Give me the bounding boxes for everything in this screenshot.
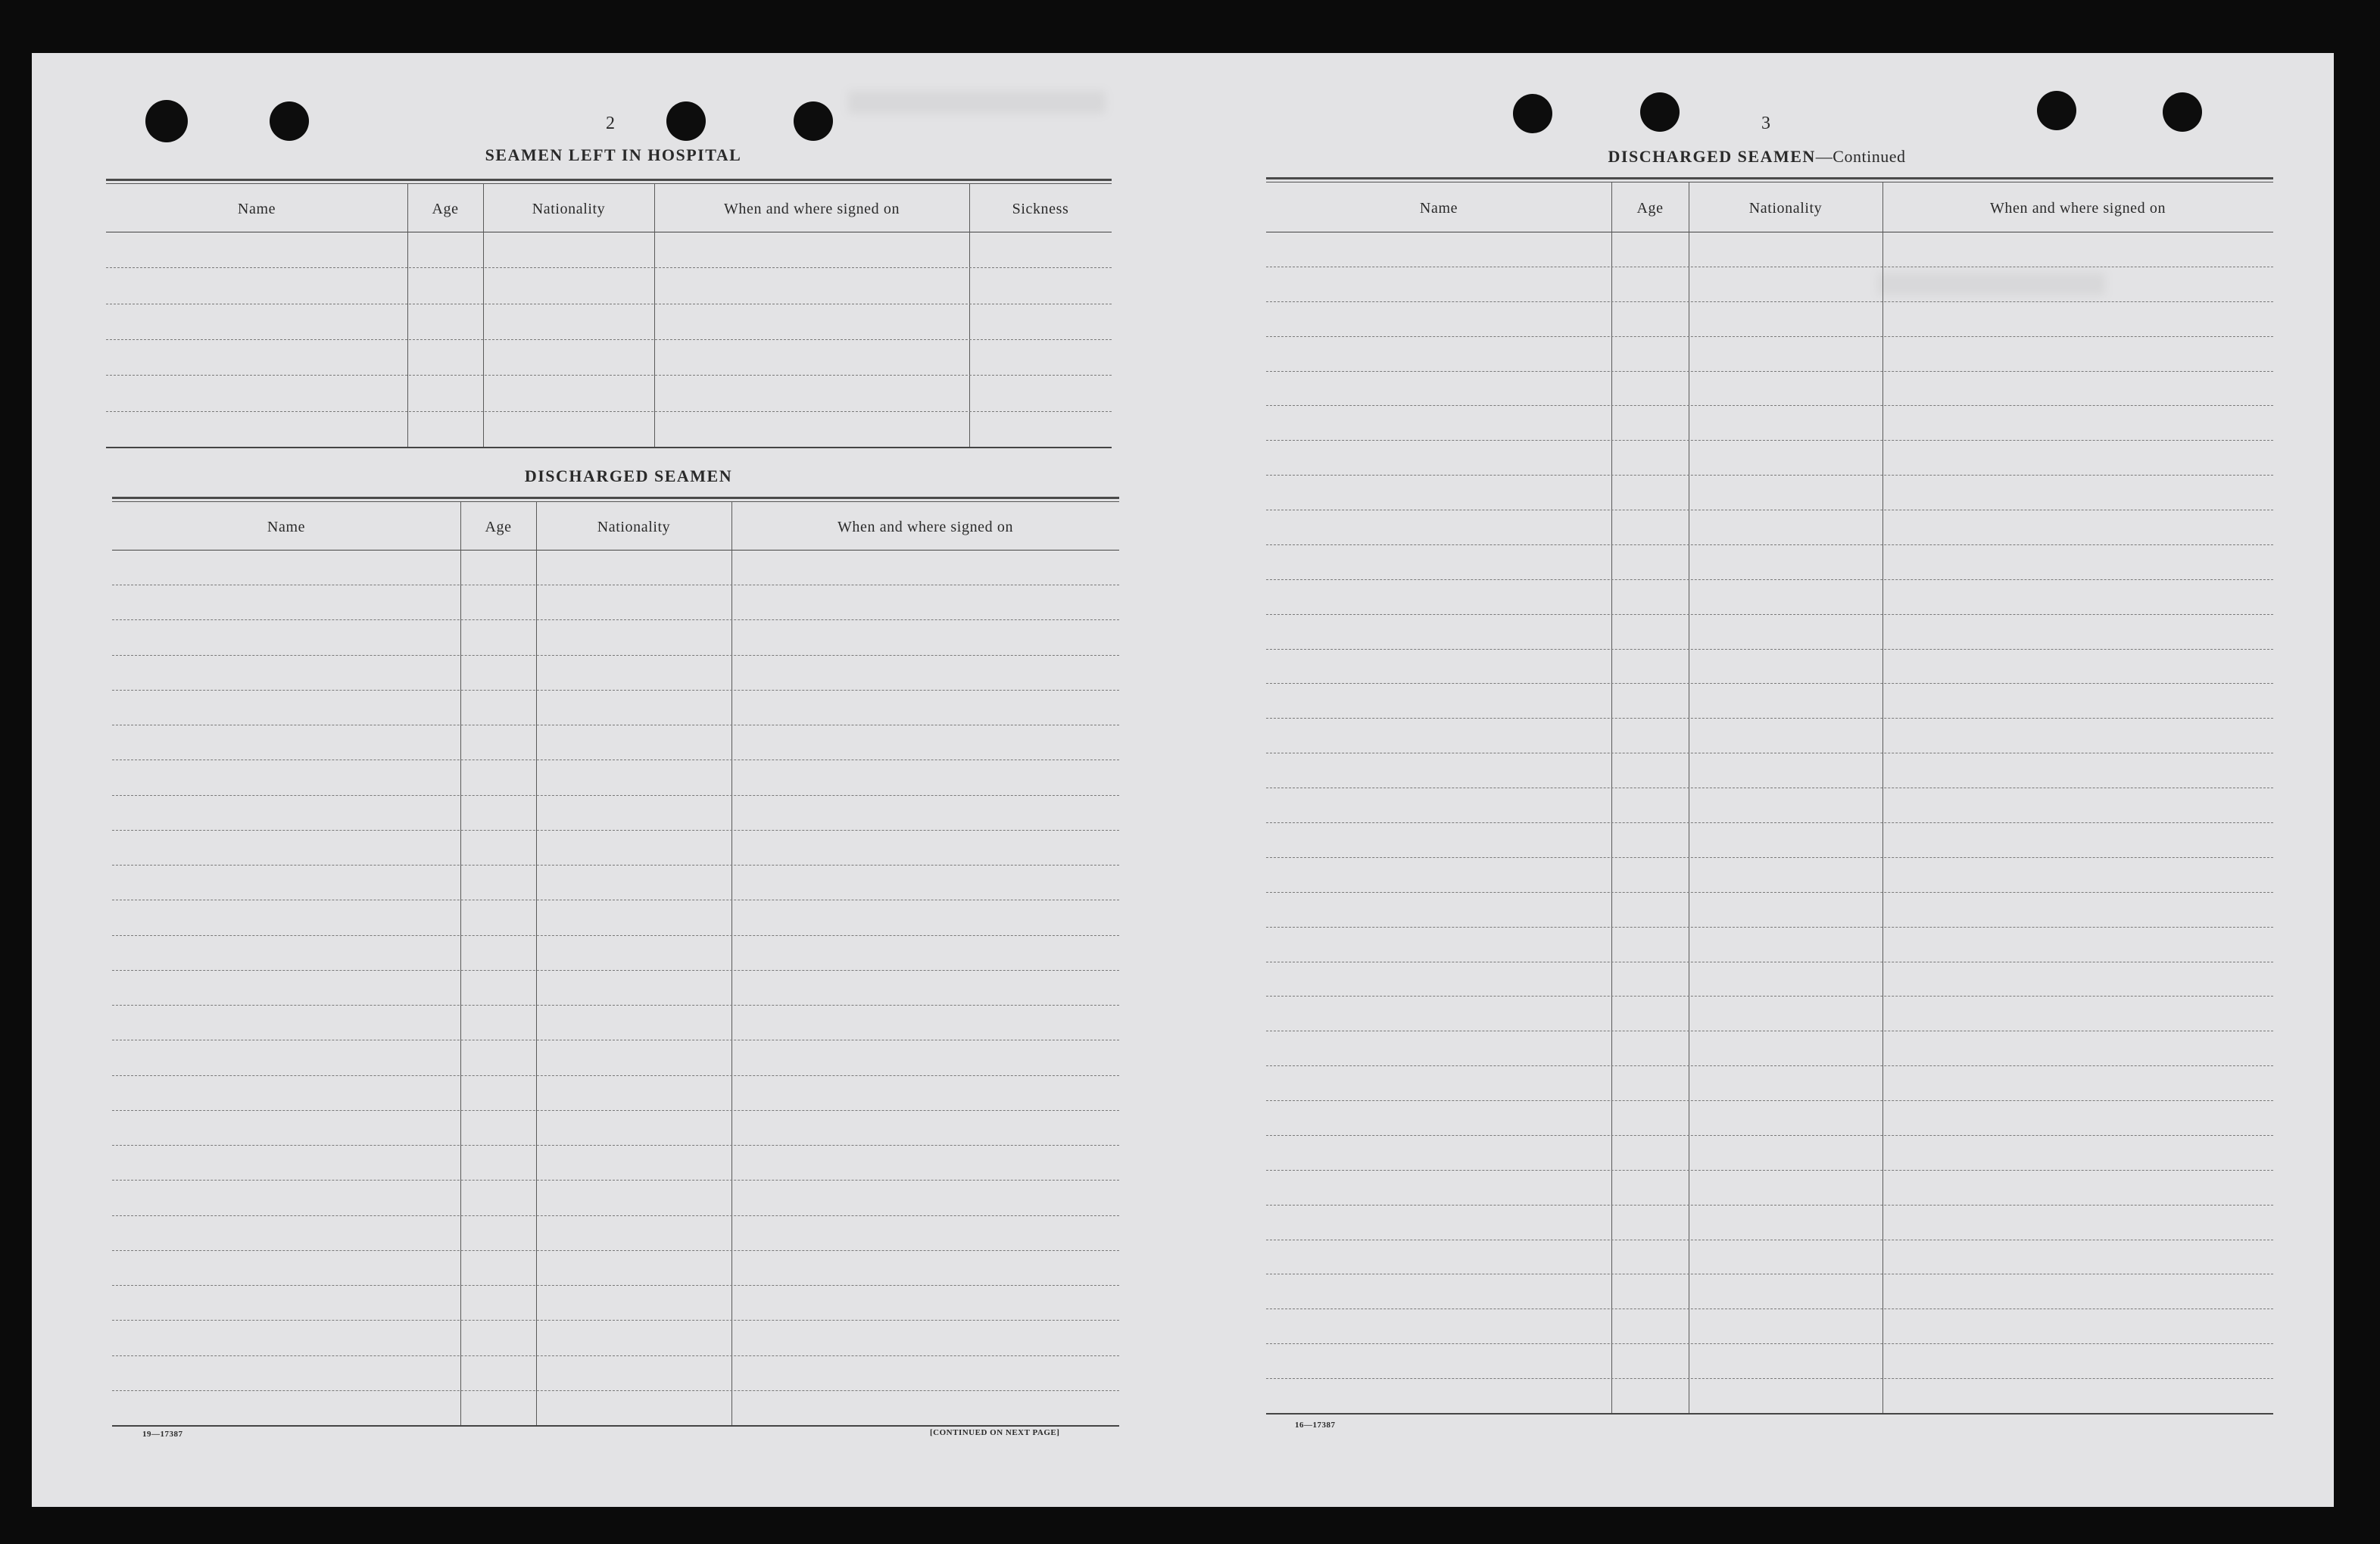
column-header: Name bbox=[1419, 200, 1458, 217]
ledger-top-rule-inner bbox=[112, 501, 1119, 502]
punch-hole bbox=[2163, 92, 2202, 132]
ledger-row-line bbox=[1266, 649, 2273, 650]
ledger-column-divider bbox=[969, 183, 970, 447]
ledger-row-line bbox=[112, 1215, 1119, 1216]
ledger-row-line bbox=[1266, 336, 2273, 337]
column-header: Age bbox=[485, 519, 512, 535]
ledger-column-divider bbox=[460, 501, 461, 1425]
ledger-row-line bbox=[1266, 822, 2273, 823]
bleed-through-smudge bbox=[848, 91, 1106, 114]
ledger-column-divider bbox=[1611, 182, 1612, 1413]
ledger-row-line bbox=[1266, 1065, 2273, 1066]
ledger-column-divider bbox=[536, 501, 537, 1425]
hospital-section-title bbox=[348, 145, 878, 165]
column-header: When and where signed on bbox=[837, 519, 1014, 535]
ledger-row-line bbox=[1266, 371, 2273, 372]
ledger-row-line bbox=[1266, 1170, 2273, 1171]
ledger-row-line bbox=[112, 1390, 1119, 1391]
ledger-top-rule-inner bbox=[106, 183, 1112, 184]
ledger-row-line bbox=[112, 1110, 1119, 1111]
ledger-row-line bbox=[112, 830, 1119, 831]
ledger-row-line bbox=[1266, 544, 2273, 545]
ledger-row-line bbox=[112, 690, 1119, 691]
ledger-row-line bbox=[106, 339, 1112, 340]
column-header: Nationality bbox=[597, 519, 671, 535]
ledger-row-line bbox=[1266, 579, 2273, 580]
ledger-row-line bbox=[112, 1285, 1119, 1286]
punch-hole bbox=[145, 100, 188, 142]
ledger-row-line bbox=[1266, 1135, 2273, 1136]
column-header: Nationality bbox=[532, 201, 606, 217]
punch-hole bbox=[270, 101, 309, 141]
punch-hole bbox=[794, 101, 833, 141]
column-header: Nationality bbox=[1748, 200, 1823, 217]
ledger-column-divider bbox=[483, 183, 484, 447]
continued-discharged-ledger bbox=[1266, 177, 2273, 1413]
ledger-row-line bbox=[1266, 1100, 2273, 1101]
ledger-column-divider bbox=[1882, 182, 1883, 1413]
ledger-column-divider bbox=[731, 501, 732, 1425]
hospital-ledger bbox=[106, 179, 1112, 447]
ledger-row-line bbox=[112, 1250, 1119, 1251]
ledger-row-line bbox=[112, 1005, 1119, 1006]
ledger-row-line bbox=[1266, 1343, 2273, 1344]
ledger-row-line bbox=[1266, 996, 2273, 997]
column-header: Name bbox=[237, 201, 276, 217]
ledger-row-line bbox=[106, 267, 1112, 268]
punch-hole bbox=[1513, 94, 1552, 133]
ledger-row-line bbox=[112, 970, 1119, 971]
column-header: When and where signed on bbox=[1989, 200, 2166, 217]
column-header: Sickness bbox=[1012, 201, 1069, 217]
ledger-bottom-rule bbox=[112, 1425, 1119, 1427]
form-number-left: 19—17387 bbox=[142, 1430, 183, 1439]
ledger-row-line bbox=[1266, 718, 2273, 719]
ledger-row-line bbox=[112, 1180, 1119, 1181]
ledger-top-rule bbox=[106, 179, 1112, 181]
ledger-row-line bbox=[112, 1320, 1119, 1321]
ledger-row-line bbox=[112, 619, 1119, 620]
ledger-row-line bbox=[112, 865, 1119, 866]
ledger-row-line bbox=[1266, 1205, 2273, 1206]
ledger-row-line bbox=[1266, 614, 2273, 615]
discharged-section-title bbox=[363, 466, 894, 486]
continued-section-title-text: DISCHARGED SEAMEN bbox=[1608, 147, 1816, 166]
ledger-row-line bbox=[1266, 892, 2273, 893]
ledger-row-line bbox=[1266, 440, 2273, 441]
ledger-row-line bbox=[1266, 301, 2273, 302]
ledger-bottom-rule bbox=[106, 447, 1112, 448]
form-number-right: 16—17387 bbox=[1295, 1421, 1336, 1430]
ledger-row-line bbox=[1266, 683, 2273, 684]
ledger-top-rule bbox=[112, 497, 1119, 499]
ledger-row-line bbox=[112, 795, 1119, 796]
punch-hole bbox=[2037, 91, 2076, 130]
continued-suffix: —Continued bbox=[1815, 147, 1906, 166]
ledger-row-line bbox=[1266, 405, 2273, 406]
punch-hole bbox=[666, 101, 706, 141]
ledger-row-line bbox=[112, 1075, 1119, 1076]
ledger-row-line bbox=[112, 1145, 1119, 1146]
punch-hole bbox=[1640, 92, 1680, 132]
ledger-row-line bbox=[1266, 857, 2273, 858]
hospital-section-title-text: SEAMEN LEFT IN HOSPITAL bbox=[485, 145, 742, 164]
continued-note: [CONTINUED ON NEXT PAGE] bbox=[930, 1428, 1060, 1437]
ledger-bottom-rule bbox=[1266, 1413, 2273, 1415]
ledger-column-divider bbox=[654, 183, 655, 447]
ledger-row-line bbox=[106, 411, 1112, 412]
ledger-row-line bbox=[112, 935, 1119, 936]
ledger-row-line bbox=[112, 655, 1119, 656]
discharged-ledger bbox=[112, 497, 1119, 1425]
page-number-right: 3 bbox=[1761, 114, 1770, 133]
ledger-row-line bbox=[1266, 927, 2273, 928]
page-number-left: 2 bbox=[606, 114, 615, 133]
discharged-section-title-text: DISCHARGED SEAMEN bbox=[524, 466, 733, 485]
column-header: Age bbox=[432, 201, 459, 217]
ledger-row-line bbox=[1266, 475, 2273, 476]
ledger-row-line bbox=[112, 1355, 1119, 1356]
column-header: Name bbox=[267, 519, 306, 535]
ledger-top-rule bbox=[1266, 177, 2273, 179]
ledger-row-line bbox=[106, 375, 1112, 376]
column-header: When and where signed on bbox=[723, 201, 900, 217]
ledger-row-line bbox=[1266, 1378, 2273, 1379]
continued-section-title bbox=[1484, 147, 2029, 167]
ledger-column-divider bbox=[407, 183, 408, 447]
ledger-header-rule bbox=[112, 550, 1119, 551]
column-header: Age bbox=[1636, 200, 1664, 217]
